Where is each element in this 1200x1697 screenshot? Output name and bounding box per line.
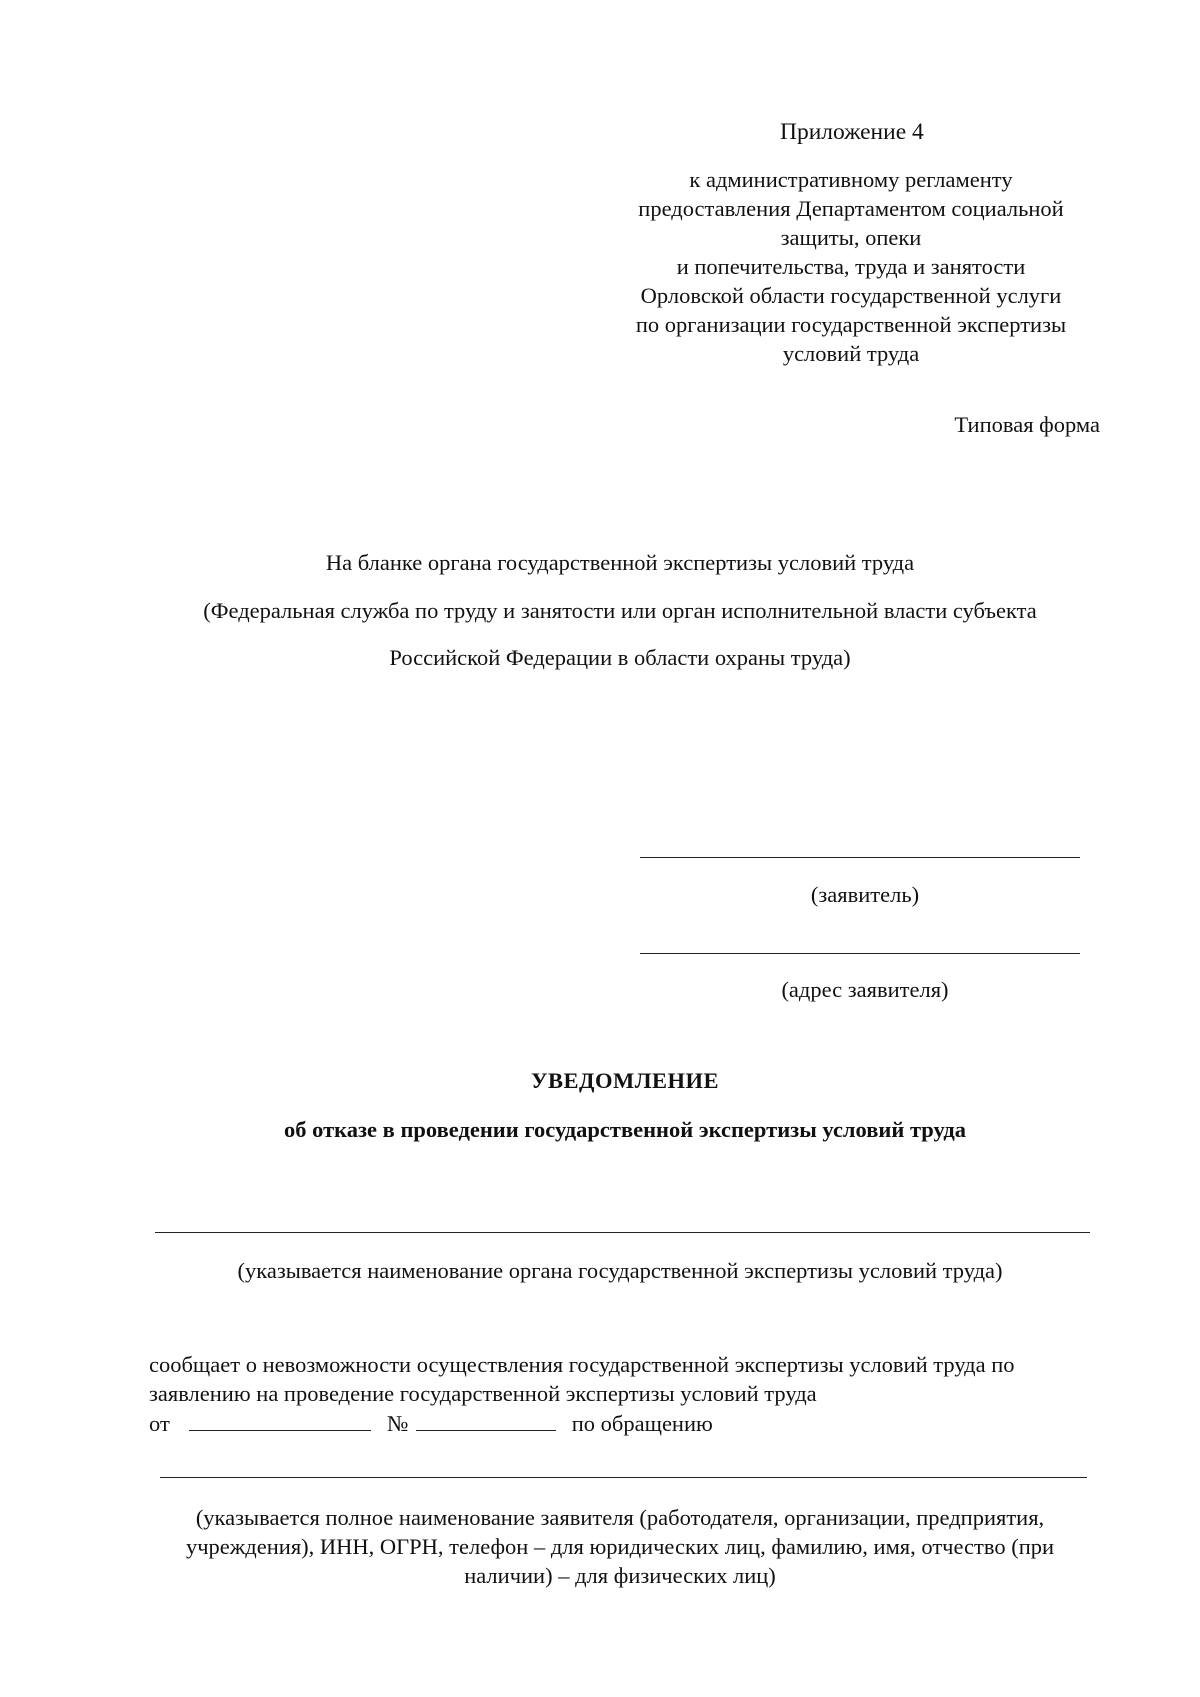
appeal-label: по обращению xyxy=(571,1411,713,1436)
authority-name-line xyxy=(155,1232,1090,1233)
notice-subtitle: об отказе в проведении государственной экспертизы условий труда xyxy=(284,1117,966,1142)
appendix-line: условий труда xyxy=(782,341,920,366)
request-number-blank xyxy=(416,1408,556,1431)
request-details-line xyxy=(149,1408,713,1438)
applicant-address-line xyxy=(640,953,1080,954)
applicant-full-name-line xyxy=(160,1477,1087,1478)
appendix-title: Приложение 4 xyxy=(780,119,924,145)
letterhead-line-2: (Федеральная служба по труду и занятости или орган исполнительной власти субъекта xyxy=(203,598,1037,623)
request-date-blank xyxy=(189,1408,371,1431)
letterhead-line-3: Российской Федерации в области охраны труда) xyxy=(389,645,851,670)
applicant-caption: (заявитель) xyxy=(810,882,920,907)
appendix-line: и попечительства, труда и занятости xyxy=(676,254,1026,279)
authority-caption: (указывается наименование органа государственной экспертизы условий труда) xyxy=(237,1258,1003,1283)
appendix-line: защиты, опеки xyxy=(780,225,922,250)
from-label: от xyxy=(149,1411,170,1436)
body-line-1: сообщает о невозможности осуществления государственной экспертизы условий труда по xyxy=(149,1352,1015,1377)
body-line-2: заявлению на проведение государственной экспертизы условий труда xyxy=(149,1381,817,1406)
applicant-full-caption-2: учреждения), ИНН, ОГРН, телефон – для юридических лиц, фамилию, имя, отчество (при xyxy=(185,1534,1055,1559)
applicant-full-caption-3: наличии) – для физических лиц) xyxy=(464,1563,776,1588)
notice-title: УВЕДОМЛЕНИЕ xyxy=(530,1068,720,1093)
appendix-description xyxy=(606,165,1096,368)
appendix-line: к административному регламенту xyxy=(689,167,1013,192)
appendix-line: Орловской области государственной услуги xyxy=(640,283,1062,308)
form-type-label: Типовая форма xyxy=(954,412,1100,437)
applicant-full-caption-1: (указывается полное наименование заявителя (работодателя, организации, предприятия, xyxy=(195,1505,1045,1530)
appendix-line: предоставления Департаментом социальной xyxy=(638,196,1064,221)
letterhead-line-1: На бланке органа государственной экспертизы условий труда xyxy=(325,550,915,575)
appendix-line: по организации государственной экспертизы xyxy=(635,312,1067,337)
number-label: № xyxy=(387,1411,409,1436)
applicant-address-caption: (адрес заявителя) xyxy=(781,977,949,1002)
applicant-line xyxy=(640,857,1080,858)
